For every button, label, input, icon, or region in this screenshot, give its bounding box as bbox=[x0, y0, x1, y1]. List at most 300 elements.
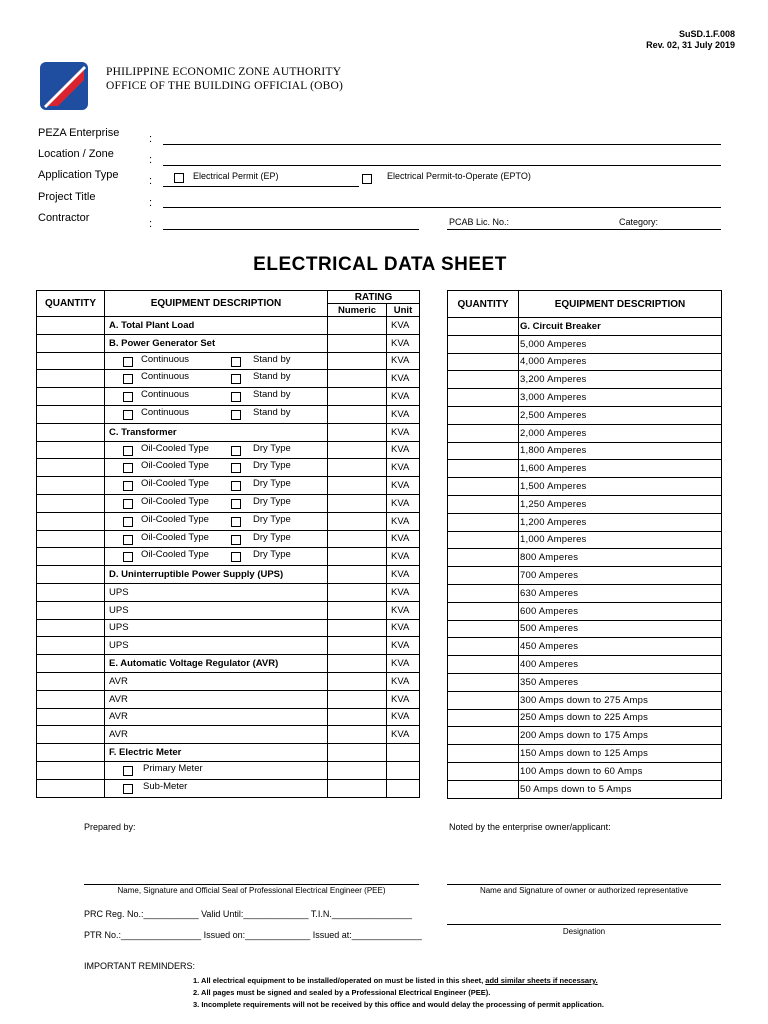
project-colon: : bbox=[149, 197, 153, 209]
project-field[interactable] bbox=[163, 207, 721, 208]
dry-type-checkbox[interactable] bbox=[231, 535, 241, 545]
reminders-title: IMPORTANT REMINDERS: bbox=[84, 961, 196, 971]
unit-cell: KVA bbox=[387, 601, 420, 619]
left-equipment-header: EQUIPMENT DESCRIPTION bbox=[105, 291, 328, 317]
quantity-cell[interactable] bbox=[448, 549, 519, 567]
epto-option-label: Electrical Permit-to-Operate (EPTO) bbox=[387, 171, 531, 181]
table-row bbox=[448, 460, 722, 478]
table-row bbox=[448, 638, 722, 656]
numeric-cell[interactable] bbox=[328, 423, 387, 441]
numeric-cell[interactable] bbox=[328, 779, 387, 797]
quantity-cell[interactable] bbox=[448, 673, 519, 691]
unit-cell: KVA bbox=[387, 370, 420, 388]
continuous-label: Continuous bbox=[141, 353, 190, 365]
office-name: OFFICE OF THE BUILDING OFFICIAL (OBO) bbox=[106, 80, 344, 92]
unit-cell: KVA bbox=[387, 405, 420, 423]
left-quantity-header: QUANTITY bbox=[37, 291, 105, 317]
unit-cell: KVA bbox=[387, 477, 420, 495]
table-row bbox=[37, 779, 420, 797]
prc-reg-line[interactable]: PRC Reg. No.:___________ Valid Until:_____________ T.I.N.________________ bbox=[84, 909, 412, 919]
form-code: SuSD.1.F.008 bbox=[678, 29, 735, 39]
table-row bbox=[37, 726, 420, 744]
dry-type-label: Dry Type bbox=[253, 531, 291, 543]
quantity-cell[interactable] bbox=[448, 335, 519, 353]
table-row bbox=[448, 656, 722, 674]
table-row bbox=[37, 690, 420, 708]
section-total-plant-load: A. Total Plant Load bbox=[105, 317, 328, 335]
table-row bbox=[448, 780, 722, 798]
continuous-label: Continuous bbox=[141, 406, 190, 418]
table-row bbox=[448, 709, 722, 727]
oil-cooled-label: Oil-Cooled Type bbox=[141, 531, 209, 543]
unit-cell bbox=[387, 744, 420, 762]
pee-caption: Name, Signature and Official Seal of Professional Electrical Engineer (PEE) bbox=[117, 886, 386, 895]
table-row bbox=[448, 727, 722, 745]
unit-cell: KVA bbox=[387, 583, 420, 601]
quantity-cell[interactable] bbox=[37, 601, 105, 619]
quantity-cell[interactable] bbox=[448, 567, 519, 585]
dry-type-label: Dry Type bbox=[253, 549, 291, 561]
quantity-cell[interactable] bbox=[37, 744, 105, 762]
contractor-field[interactable] bbox=[163, 229, 419, 230]
standby-label: Stand by bbox=[253, 389, 291, 401]
table-row bbox=[448, 549, 722, 567]
unit-cell: KVA bbox=[387, 619, 420, 637]
quantity-cell[interactable] bbox=[37, 530, 105, 548]
unit-cell: KVA bbox=[387, 423, 420, 441]
quantity-cell[interactable] bbox=[448, 406, 519, 424]
breaker-rating: 3,200 Amperes bbox=[519, 371, 722, 389]
noted-by-label: Noted by the enterprise owner/applicant: bbox=[449, 822, 611, 832]
numeric-cell[interactable] bbox=[328, 761, 387, 779]
breaker-rating: 250 Amps down to 225 Amps bbox=[519, 709, 722, 727]
breaker-rating: 2,500 Amperes bbox=[519, 406, 722, 424]
dry-type-checkbox[interactable] bbox=[231, 517, 241, 527]
section-circuit-breaker: G. Circuit Breaker bbox=[519, 318, 722, 336]
standby-label: Stand by bbox=[253, 406, 291, 418]
breaker-rating: 100 Amps down to 60 Amps bbox=[519, 762, 722, 780]
apptype-label: Application Type bbox=[38, 169, 119, 181]
numeric-cell[interactable] bbox=[328, 690, 387, 708]
quantity-cell[interactable] bbox=[37, 690, 105, 708]
reminder-1-text: 1. All electrical equipment to be installed/operated on must be listed in this sheet, bbox=[193, 976, 484, 985]
oil-cooled-label: Oil-Cooled Type bbox=[141, 549, 209, 561]
oil-cooled-label: Oil-Cooled Type bbox=[141, 478, 209, 490]
table-row bbox=[37, 459, 420, 477]
table-row bbox=[37, 441, 420, 459]
avr-item: AVR bbox=[105, 726, 328, 744]
table-row bbox=[37, 530, 420, 548]
quantity-cell[interactable] bbox=[448, 513, 519, 531]
table-row bbox=[37, 423, 420, 441]
oil-cooled-checkbox[interactable] bbox=[123, 499, 133, 509]
quantity-cell[interactable] bbox=[448, 727, 519, 745]
table-row bbox=[448, 745, 722, 763]
table-row bbox=[448, 371, 722, 389]
agency-name: PHILIPPINE ECONOMIC ZONE AUTHORITY bbox=[106, 66, 342, 78]
breaker-rating: 1,500 Amperes bbox=[519, 478, 722, 496]
reminder-1 bbox=[193, 976, 598, 985]
breaker-rating: 800 Amperes bbox=[519, 549, 722, 567]
quantity-cell[interactable] bbox=[448, 780, 519, 798]
quantity-cell[interactable] bbox=[37, 388, 105, 406]
standby-checkbox[interactable] bbox=[231, 410, 241, 420]
breaker-rating: 1,800 Amperes bbox=[519, 442, 722, 460]
standby-label: Stand by bbox=[253, 353, 291, 365]
oil-cooled-label: Oil-Cooled Type bbox=[141, 513, 209, 525]
owner-signature-line[interactable] bbox=[447, 884, 721, 885]
quantity-cell[interactable] bbox=[37, 441, 105, 459]
oil-cooled-checkbox[interactable] bbox=[123, 552, 133, 562]
section-transformer: C. Transformer bbox=[105, 423, 328, 441]
unit-cell: KVA bbox=[387, 548, 420, 566]
location-colon: : bbox=[149, 154, 153, 166]
quantity-cell[interactable] bbox=[37, 726, 105, 744]
quantity-cell[interactable] bbox=[37, 352, 105, 370]
enterprise-colon: : bbox=[149, 133, 153, 145]
location-field[interactable] bbox=[163, 165, 721, 166]
quantity-cell[interactable] bbox=[448, 442, 519, 460]
dry-type-checkbox[interactable] bbox=[231, 446, 241, 456]
breaker-rating: 50 Amps down to 5 Amps bbox=[519, 780, 722, 798]
unit-header: Unit bbox=[387, 304, 420, 317]
quantity-cell[interactable] bbox=[448, 460, 519, 478]
contractor-label: Contractor bbox=[38, 212, 90, 224]
dry-type-label: Dry Type bbox=[253, 495, 291, 507]
oil-cooled-label: Oil-Cooled Type bbox=[141, 442, 209, 454]
breaker-rating: 5,000 Amperes bbox=[519, 335, 722, 353]
numeric-cell[interactable] bbox=[328, 459, 387, 477]
avr-item: AVR bbox=[105, 672, 328, 690]
continuous-checkbox[interactable] bbox=[123, 392, 133, 402]
continuous-label: Continuous bbox=[141, 371, 190, 383]
dry-type-checkbox[interactable] bbox=[231, 552, 241, 562]
breaker-rating: 4,000 Amperes bbox=[519, 353, 722, 371]
quantity-cell[interactable] bbox=[37, 637, 105, 655]
continuous-checkbox[interactable] bbox=[123, 357, 133, 367]
prepared-by-label: Prepared by: bbox=[84, 822, 136, 832]
numeric-cell[interactable] bbox=[328, 317, 387, 335]
table-row bbox=[37, 761, 420, 779]
sub-meter-label: Sub-Meter bbox=[143, 780, 188, 792]
table-row bbox=[37, 317, 420, 335]
quantity-cell[interactable] bbox=[37, 708, 105, 726]
unit-cell: KVA bbox=[387, 690, 420, 708]
breaker-rating: 500 Amperes bbox=[519, 620, 722, 638]
breaker-rating: 400 Amperes bbox=[519, 656, 722, 674]
reminder-2: 2. All pages must be signed and sealed by a Professional Electrical Engineer (PEE). bbox=[193, 988, 491, 997]
primary-meter-checkbox[interactable] bbox=[123, 766, 133, 776]
oil-cooled-checkbox[interactable] bbox=[123, 446, 133, 456]
table-row bbox=[37, 637, 420, 655]
numeric-cell[interactable] bbox=[328, 494, 387, 512]
quantity-cell[interactable] bbox=[448, 318, 519, 336]
breaker-rating: 1,600 Amperes bbox=[519, 460, 722, 478]
oil-cooled-checkbox[interactable] bbox=[123, 481, 133, 491]
ep-option-label: Electrical Permit (EP) bbox=[193, 171, 279, 181]
oil-cooled-checkbox[interactable] bbox=[123, 535, 133, 545]
quantity-cell[interactable] bbox=[37, 761, 105, 779]
epto-checkbox[interactable] bbox=[362, 174, 372, 184]
breaker-rating: 150 Amps down to 125 Amps bbox=[519, 745, 722, 763]
quantity-cell[interactable] bbox=[37, 583, 105, 601]
breaker-rating: 700 Amperes bbox=[519, 567, 722, 585]
table-row bbox=[37, 494, 420, 512]
unit-cell: KVA bbox=[387, 708, 420, 726]
table-row bbox=[37, 352, 420, 370]
section-electric-meter: F. Electric Meter bbox=[105, 744, 328, 762]
table-row bbox=[37, 566, 420, 584]
unit-cell: KVA bbox=[387, 530, 420, 548]
quantity-cell[interactable] bbox=[448, 602, 519, 620]
standby-checkbox[interactable] bbox=[231, 392, 241, 402]
section-generator-set: B. Power Generator Set bbox=[105, 334, 328, 352]
right-equipment-header: EQUIPMENT DESCRIPTION bbox=[519, 291, 722, 318]
numeric-cell[interactable] bbox=[328, 370, 387, 388]
continuous-label: Continuous bbox=[141, 389, 190, 401]
standby-checkbox[interactable] bbox=[231, 357, 241, 367]
table-row bbox=[448, 513, 722, 531]
ups-item: UPS bbox=[105, 637, 328, 655]
ups-item: UPS bbox=[105, 601, 328, 619]
quantity-cell[interactable] bbox=[448, 371, 519, 389]
unit-cell: KVA bbox=[387, 655, 420, 673]
quantity-cell[interactable] bbox=[448, 478, 519, 496]
quantity-cell[interactable] bbox=[37, 512, 105, 530]
numeric-cell[interactable] bbox=[328, 388, 387, 406]
primary-meter-label: Primary Meter bbox=[143, 762, 203, 774]
unit-cell bbox=[387, 779, 420, 797]
numeric-cell[interactable] bbox=[328, 512, 387, 530]
breaker-rating: 2,000 Amperes bbox=[519, 424, 722, 442]
quantity-cell[interactable] bbox=[37, 334, 105, 352]
quantity-cell[interactable] bbox=[448, 656, 519, 674]
quantity-cell[interactable] bbox=[37, 317, 105, 335]
table-row bbox=[37, 405, 420, 423]
quantity-cell[interactable] bbox=[37, 423, 105, 441]
breaker-rating: 630 Amperes bbox=[519, 584, 722, 602]
unit-cell: KVA bbox=[387, 494, 420, 512]
rating-header: RATING bbox=[328, 291, 420, 304]
breaker-rating: 1,000 Amperes bbox=[519, 531, 722, 549]
owner-caption: Name and Signature of owner or authorized representative bbox=[479, 886, 689, 895]
table-row bbox=[448, 478, 722, 496]
ups-item: UPS bbox=[105, 619, 328, 637]
reminder-1-emphasis: add similar sheets if necessary. bbox=[485, 976, 598, 985]
numeric-cell[interactable] bbox=[328, 566, 387, 584]
breaker-rating: 1,250 Amperes bbox=[519, 495, 722, 513]
quantity-cell[interactable] bbox=[448, 531, 519, 549]
table-row bbox=[37, 744, 420, 762]
avr-item: AVR bbox=[105, 708, 328, 726]
peza-logo bbox=[40, 62, 88, 110]
enterprise-label: PEZA Enterprise bbox=[38, 127, 120, 139]
quantity-cell[interactable] bbox=[37, 405, 105, 423]
avr-item: AVR bbox=[105, 690, 328, 708]
pcab-label: PCAB Lic. No.: bbox=[449, 217, 510, 227]
table-row bbox=[448, 673, 722, 691]
dry-type-label: Dry Type bbox=[253, 442, 291, 454]
dry-type-checkbox[interactable] bbox=[231, 481, 241, 491]
numeric-header: Numeric bbox=[328, 304, 387, 317]
unit-cell: KVA bbox=[387, 566, 420, 584]
numeric-cell[interactable] bbox=[328, 477, 387, 495]
numeric-cell[interactable] bbox=[328, 672, 387, 690]
designation-caption: Designation bbox=[562, 927, 606, 936]
breaker-rating: 350 Amperes bbox=[519, 673, 722, 691]
unit-cell: KVA bbox=[387, 352, 420, 370]
sheet-title: ELECTRICAL DATA SHEET bbox=[253, 254, 507, 275]
quantity-cell[interactable] bbox=[37, 672, 105, 690]
sub-meter-checkbox[interactable] bbox=[123, 784, 133, 794]
quantity-cell[interactable] bbox=[448, 424, 519, 442]
quantity-cell[interactable] bbox=[37, 779, 105, 797]
location-label: Location / Zone bbox=[38, 148, 114, 160]
table-row bbox=[37, 601, 420, 619]
oil-cooled-checkbox[interactable] bbox=[123, 517, 133, 527]
numeric-cell[interactable] bbox=[328, 334, 387, 352]
table-row bbox=[37, 548, 420, 566]
table-row bbox=[448, 424, 722, 442]
project-label: Project Title bbox=[38, 191, 96, 203]
oil-cooled-label: Oil-Cooled Type bbox=[141, 495, 209, 507]
dry-type-label: Dry Type bbox=[253, 460, 291, 472]
continuous-checkbox[interactable] bbox=[123, 374, 133, 384]
continuous-checkbox[interactable] bbox=[123, 410, 133, 420]
quantity-cell[interactable] bbox=[448, 691, 519, 709]
unit-cell: KVA bbox=[387, 317, 420, 335]
breaker-rating: 200 Amps down to 175 Amps bbox=[519, 727, 722, 745]
breaker-rating: 450 Amperes bbox=[519, 638, 722, 656]
ep-checkbox[interactable] bbox=[174, 173, 184, 183]
numeric-cell[interactable] bbox=[328, 637, 387, 655]
table-row bbox=[448, 584, 722, 602]
quantity-cell[interactable] bbox=[37, 459, 105, 477]
unit-cell: KVA bbox=[387, 726, 420, 744]
quantity-cell[interactable] bbox=[37, 370, 105, 388]
table-row bbox=[37, 388, 420, 406]
designation-line[interactable] bbox=[447, 924, 721, 925]
reminder-3: 3. Incomplete requirements will not be received by this office and would delay the processing of permit application. bbox=[193, 1000, 604, 1009]
unit-cell: KVA bbox=[387, 672, 420, 690]
enterprise-field[interactable] bbox=[163, 144, 721, 145]
quantity-cell[interactable] bbox=[448, 709, 519, 727]
breaker-rating: 1,200 Amperes bbox=[519, 513, 722, 531]
table-row bbox=[448, 353, 722, 371]
section-avr: E. Automatic Voltage Regulator (AVR) bbox=[105, 655, 328, 673]
table-row bbox=[37, 370, 420, 388]
table-row bbox=[448, 762, 722, 780]
quantity-cell[interactable] bbox=[37, 619, 105, 637]
table-row bbox=[448, 389, 722, 407]
pcab-field[interactable] bbox=[447, 229, 721, 230]
quantity-cell[interactable] bbox=[448, 389, 519, 407]
unit-cell: KVA bbox=[387, 388, 420, 406]
quantity-cell[interactable] bbox=[37, 494, 105, 512]
breaker-rating: 300 Amps down to 275 Amps bbox=[519, 691, 722, 709]
table-row bbox=[448, 335, 722, 353]
quantity-cell[interactable] bbox=[448, 762, 519, 780]
category-label: Category: bbox=[619, 217, 659, 227]
table-row bbox=[37, 583, 420, 601]
numeric-cell[interactable] bbox=[328, 441, 387, 459]
numeric-cell[interactable] bbox=[328, 655, 387, 673]
numeric-cell[interactable] bbox=[328, 583, 387, 601]
dry-type-checkbox[interactable] bbox=[231, 499, 241, 509]
quantity-cell[interactable] bbox=[448, 745, 519, 763]
numeric-cell[interactable] bbox=[328, 708, 387, 726]
oil-cooled-label: Oil-Cooled Type bbox=[141, 460, 209, 472]
numeric-cell[interactable] bbox=[328, 619, 387, 637]
table-row bbox=[448, 406, 722, 424]
quantity-cell[interactable] bbox=[37, 655, 105, 673]
table-row bbox=[37, 512, 420, 530]
standby-label: Stand by bbox=[253, 371, 291, 383]
table-row bbox=[37, 477, 420, 495]
table-row bbox=[448, 602, 722, 620]
unit-cell: KVA bbox=[387, 334, 420, 352]
ups-item: UPS bbox=[105, 583, 328, 601]
breaker-rating: 3,000 Amperes bbox=[519, 389, 722, 407]
left-equipment-table bbox=[36, 290, 420, 798]
table-row bbox=[448, 442, 722, 460]
form-revision: Rev. 02, 31 July 2019 bbox=[646, 40, 735, 50]
section-ups: D. Uninterruptible Power Supply (UPS) bbox=[105, 566, 328, 584]
right-breaker-table bbox=[447, 290, 722, 799]
numeric-cell[interactable] bbox=[328, 352, 387, 370]
breaker-rating: 600 Amperes bbox=[519, 602, 722, 620]
ep-underline bbox=[163, 186, 359, 187]
unit-cell: KVA bbox=[387, 637, 420, 655]
pee-signature-line[interactable] bbox=[84, 884, 419, 885]
table-row bbox=[448, 318, 722, 336]
unit-cell bbox=[387, 761, 420, 779]
table-row bbox=[448, 620, 722, 638]
table-row bbox=[448, 567, 722, 585]
quantity-cell[interactable] bbox=[37, 548, 105, 566]
unit-cell: KVA bbox=[387, 512, 420, 530]
apptype-colon: : bbox=[149, 175, 153, 187]
right-quantity-header: QUANTITY bbox=[448, 291, 519, 318]
numeric-cell[interactable] bbox=[328, 530, 387, 548]
quantity-cell[interactable] bbox=[448, 584, 519, 602]
ptr-line[interactable]: PTR No.:________________ Issued on:_____________ Issued at:______________ bbox=[84, 930, 422, 940]
table-row bbox=[37, 655, 420, 673]
standby-checkbox[interactable] bbox=[231, 374, 241, 384]
numeric-cell[interactable] bbox=[328, 601, 387, 619]
dry-type-label: Dry Type bbox=[253, 478, 291, 490]
numeric-cell[interactable] bbox=[328, 405, 387, 423]
numeric-cell[interactable] bbox=[328, 744, 387, 762]
quantity-cell[interactable] bbox=[448, 638, 519, 656]
unit-cell: KVA bbox=[387, 441, 420, 459]
quantity-cell[interactable] bbox=[37, 566, 105, 584]
quantity-cell[interactable] bbox=[448, 620, 519, 638]
quantity-cell[interactable] bbox=[37, 477, 105, 495]
oil-cooled-checkbox[interactable] bbox=[123, 463, 133, 473]
unit-cell: KVA bbox=[387, 459, 420, 477]
numeric-cell[interactable] bbox=[328, 548, 387, 566]
table-row bbox=[37, 672, 420, 690]
quantity-cell[interactable] bbox=[448, 495, 519, 513]
contractor-colon: : bbox=[149, 218, 153, 230]
dry-type-checkbox[interactable] bbox=[231, 463, 241, 473]
quantity-cell[interactable] bbox=[448, 353, 519, 371]
table-row bbox=[448, 531, 722, 549]
numeric-cell[interactable] bbox=[328, 726, 387, 744]
table-row bbox=[37, 334, 420, 352]
table-row bbox=[37, 708, 420, 726]
